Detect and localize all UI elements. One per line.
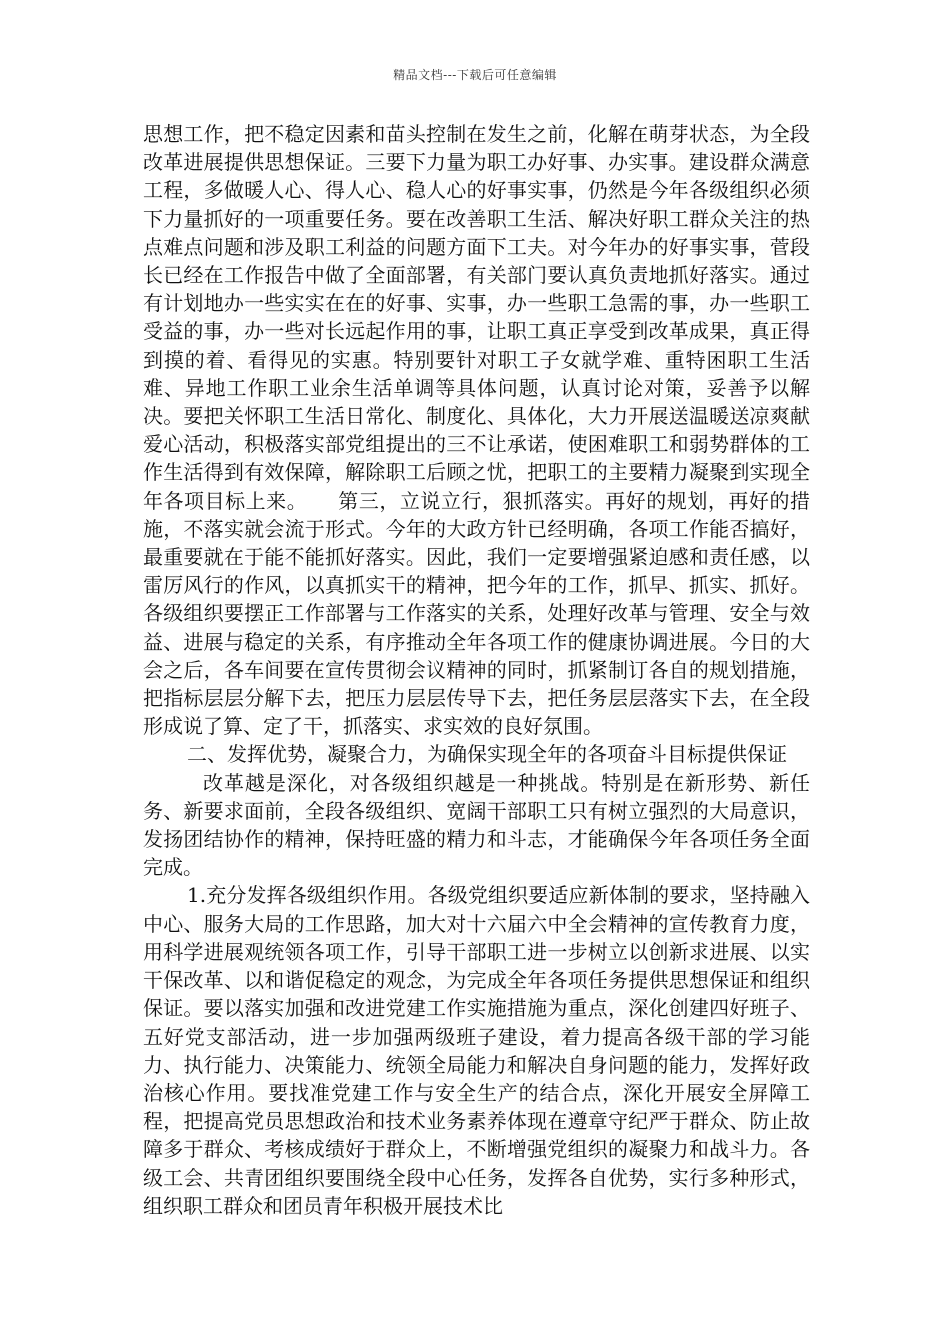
- document-body: [143, 120, 810, 1220]
- page-header: 精品文档---下载后可任意编辑: [393, 68, 557, 82]
- paragraph-reform: 改革越是深化，对各级组织越是一种挑战。特别是在新形势、新任务、新要求面前，全段各级组织、宽阔干部职工只有树立强烈的大局意识，发扬团结协作的精神，保持旺盛的精力和斗志，才能确保今年各项任务全面完成。: [143, 770, 810, 880]
- paragraph-organizations: 1.充分发挥各级组织作用。各级党组织要适应新体制的要求，坚持融入中心、服务大局的工作思路，加大对十六届六中全会精神的宣传教育力度，用科学进展观统领各项工作，引导干部职工进一步树立以创新求进展、以实干保改革、以和谐促稳定的观念，为完成全年各项任务提供思想保证和组织保证。要以落实加强和改进党建工作实施措施为重点，深化创建四好班子、五好党支部活动，进一步加强两级班子建设，着力提高各级干部的学习能力、执行能力、决策能力、统领全局能力和解决自身问题的能力，发挥好政治核心作用。要找准党建工作与安全生产的结合点，深化开展安全屏障工程，把提高党员思想政治和技术业务素养体现在遵章守纪严于群众、防止故障多于群众、考核成绩好于群众上，不断增强党组织的凝聚力和战斗力。各级工会、共青团组织要围绕全段中心任务，发挥各自优势，实行多种形式，组织职工群众和团员青年积极开展技术比: [143, 883, 810, 1218]
- paragraph-continued: 思想工作，把不稳定因素和苗头控制在发生之前，化解在萌芽状态，为全段改革进展提供思想保证。三要下力量为职工办好事、办实事。建设群众满意工程，多做暖人心、得人心、稳人心的好事实事，仍然是今年各级组织必须下力量抓好的一项重要任务。要在改善职工生活、解决好职工群众关注的热点难点问题和涉及职工利益的问题方面下工夫。对今年办的好事实事，菅段长已经在工作报告中做了全面部署，有关部门要认真负责地抓好落实。通过有计划地办一些实实在在的好事、实事，办一些职工急需的事，办一些职工受益的事，办一些对长远起作用的事，让职工真正享受到改革成果，真正得到摸的着、看得见的实惠。特别要针对职工子女就学难、重特困职工生活难、异地工作职工业余生活单调等具体问题，认真讨论对策，妥善予以解决。要把关怀职工生活日常化、制度化、具体化，大力开展送温暖送凉爽献爱心活动，积极落实部党组提出的三不让承诺，使困难职工和弱势群体的工作生活得到有效保障，解除职工后顾之忧，把职工的主要精力凝聚到实现全年各项目标上来。 第三，立说立行，狠抓落实。再好的规划，再好的措施，不落实就会流于形式。今年的大政方针已经明确，各项工作能否搞好，最重要就在于能不能抓好落实。因此，我们一定要增强紧迫感和责任感，以雷厉风行的作风，以真抓实干的精神，把今年的工作，抓早、抓实、抓好。各级组织要摆正工作部署与工作落实的关系，处理好改革与管理、安全与效益、进展与稳定的关系，有序推动全年各项工作的健康协调进展。今日的大会之后，各车间要在宣传贯彻会议精神的同时，抓紧制订各自的规划措施，把指标层层分解下去，把压力层层传导下去，把任务层层落实下去，在全段形成说了算、定了干，抓落实、求实效的良好氛围。: [143, 122, 810, 739]
- section-heading: 二、发挥优势，凝聚合力，为确保实现全年的各项奋斗目标提供保证: [187, 742, 787, 767]
